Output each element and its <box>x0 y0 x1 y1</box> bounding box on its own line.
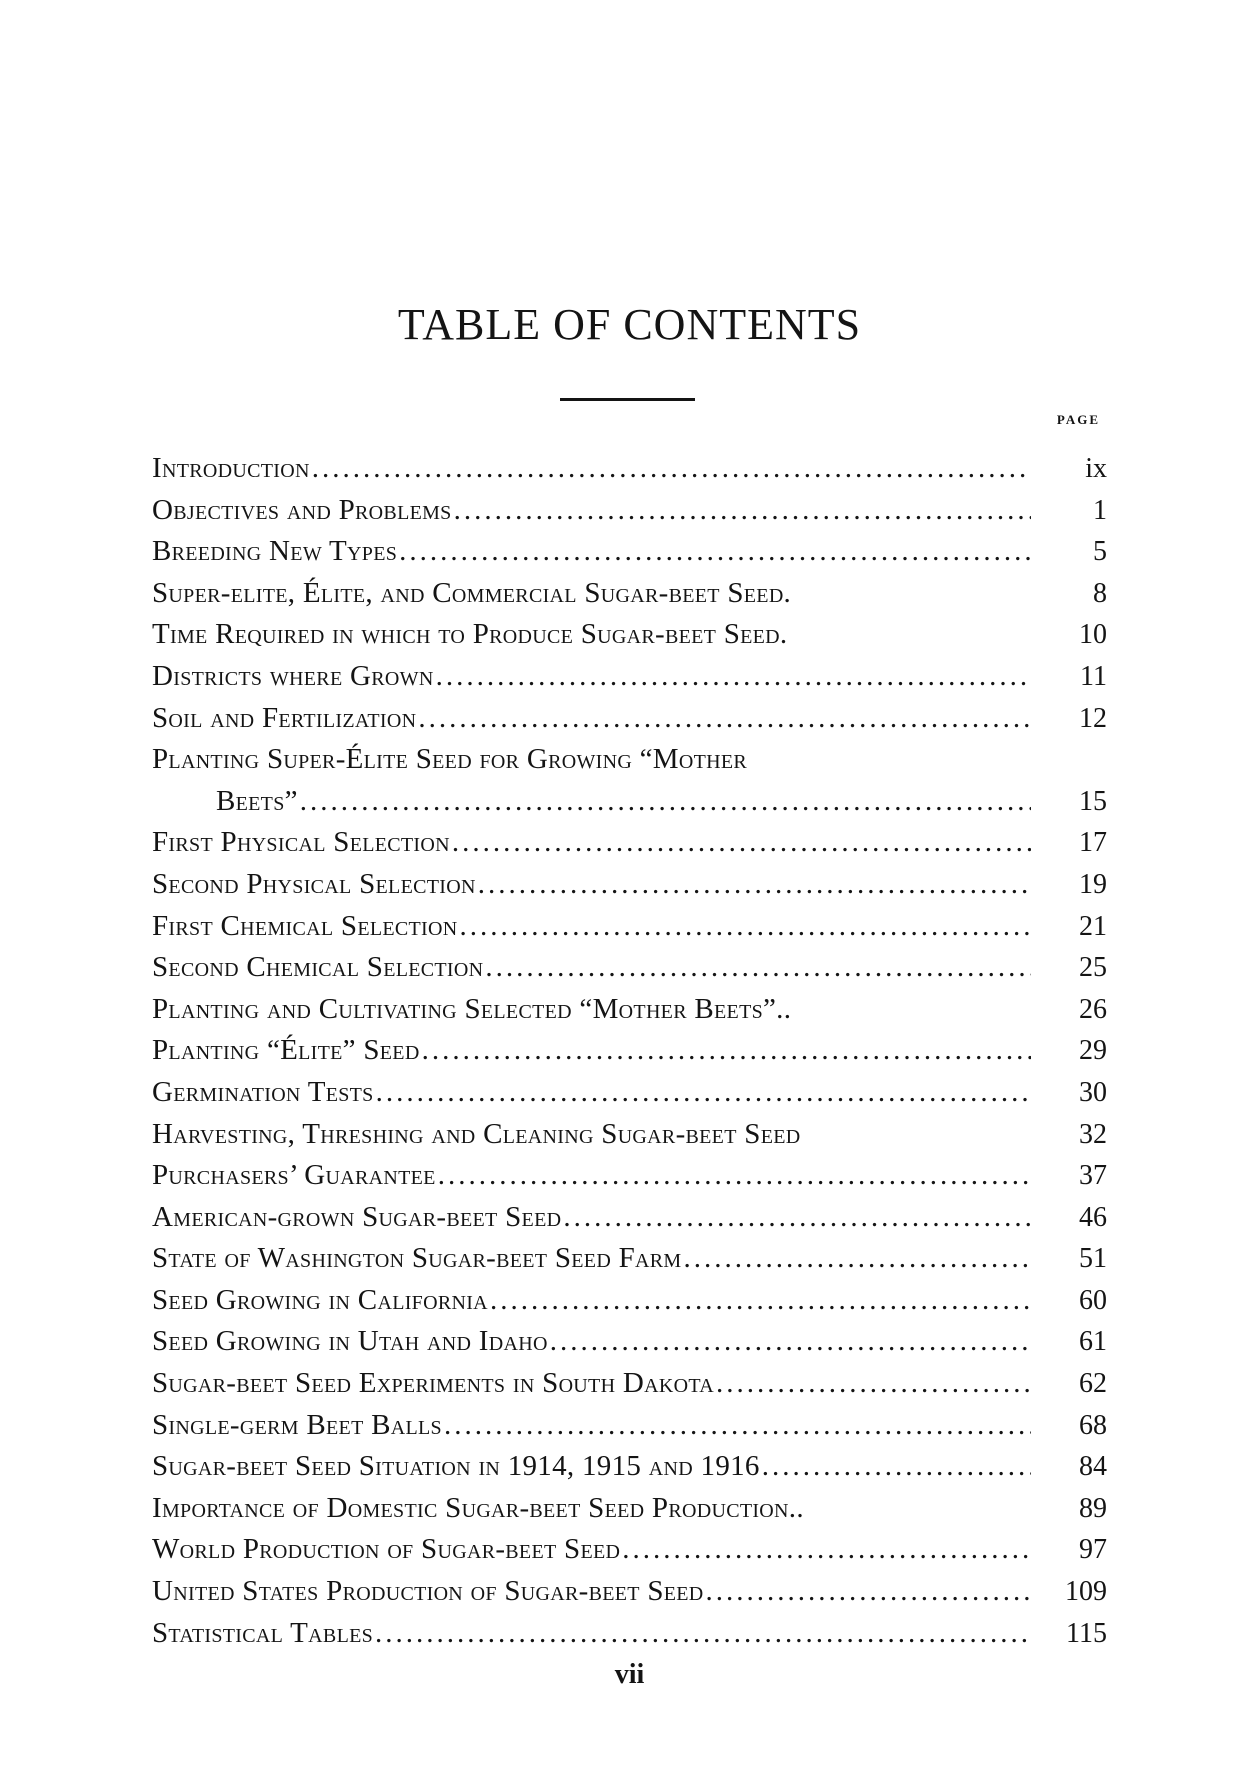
dot-leader <box>438 1155 1031 1197</box>
toc-entry <box>152 1405 1107 1447</box>
toc-entry <box>152 1446 1107 1488</box>
toc-entry-page: 11 <box>1080 660 1107 692</box>
toc-entry <box>152 989 1107 1031</box>
toc-entry <box>152 1321 1107 1363</box>
toc-entry-title: Harvesting, Threshing and Cleaning Sugar-beet Seed <box>152 1117 801 1150</box>
toc-entry <box>152 1197 1107 1239</box>
toc-entry <box>152 656 1107 698</box>
toc-entry-page: 115 <box>1066 1617 1107 1649</box>
toc-entry-title: Districts where Grown <box>152 659 434 692</box>
toc-entry <box>152 864 1107 906</box>
dot-leader <box>762 1446 1031 1488</box>
dot-leader <box>300 781 1031 823</box>
toc-entry-title: Purchasers’ Guarantee <box>152 1159 436 1192</box>
toc-entry-page: 62 <box>1079 1368 1107 1400</box>
toc-entry <box>152 1571 1107 1613</box>
toc-entry-page: 32 <box>1079 1118 1107 1150</box>
toc-entry-title: Objectives and Problems <box>152 493 452 526</box>
dot-leader <box>478 864 1031 906</box>
dot-leader <box>460 906 1032 948</box>
toc-entry <box>152 573 1107 615</box>
toc-entry <box>152 1529 1107 1571</box>
dot-leader <box>444 1405 1031 1447</box>
dot-leader <box>622 1529 1031 1571</box>
toc-entry-title: Importance of Domestic Sugar-beet Seed Production.. <box>152 1491 804 1524</box>
toc-entry <box>152 1030 1107 1072</box>
toc-entry <box>152 698 1107 740</box>
dot-leader <box>485 947 1031 989</box>
dot-leader <box>563 1197 1031 1239</box>
toc-entry-title: Statistical Tables <box>152 1616 374 1649</box>
toc-entry <box>152 739 1107 781</box>
toc-entry-page: 26 <box>1079 993 1107 1025</box>
toc-entry-title: Breeding New Types <box>152 535 398 568</box>
toc-entry-page: 12 <box>1079 702 1107 734</box>
toc-entry-title: Seed Growing in California <box>152 1283 488 1316</box>
dot-leader <box>436 656 1031 698</box>
toc-list <box>152 448 1107 1654</box>
toc-entry <box>152 1072 1107 1114</box>
dot-leader <box>454 490 1031 532</box>
page-folio: vii <box>614 1659 645 1690</box>
toc-entry-page: ix <box>1085 453 1107 484</box>
toc-entry-title: Second Chemical Selection <box>152 951 484 984</box>
toc-entry-page: 46 <box>1079 1201 1107 1233</box>
toc-entry-title: Beets” <box>216 784 298 817</box>
toc-entry <box>152 822 1107 864</box>
dot-leader <box>399 531 1031 573</box>
toc-entry-page: 8 <box>1093 577 1107 609</box>
toc-entry-page: 17 <box>1079 827 1107 859</box>
dot-leader <box>422 1030 1031 1072</box>
dot-leader <box>418 698 1031 740</box>
toc-entry-title: First Chemical Selection <box>152 909 458 942</box>
toc-entry-title: American-grown Sugar-beet Seed <box>152 1200 562 1233</box>
toc-entry <box>152 614 1107 656</box>
toc-entry-page: 84 <box>1079 1451 1107 1483</box>
toc-entry-title: Soil and Fertilization <box>152 701 417 734</box>
toc-entry-title: Planting and Cultivating Selected “Mother Beets”.. <box>152 992 792 1025</box>
toc-entry-title: Germination Tests <box>152 1075 374 1108</box>
toc-entry <box>152 531 1107 573</box>
toc-entry-title: Planting “Élite” Seed <box>152 1034 420 1067</box>
toc-entry-page: 21 <box>1079 910 1107 942</box>
toc-entry-page: 19 <box>1079 868 1107 900</box>
toc-entry-page: 61 <box>1079 1326 1107 1358</box>
toc-entry-page: 25 <box>1079 952 1107 984</box>
dot-leader <box>706 1571 1031 1613</box>
toc-entry <box>152 947 1107 989</box>
toc-entry-title: World Production of Sugar-beet Seed <box>152 1533 621 1566</box>
toc-entry-page: 1 <box>1093 494 1107 526</box>
toc-entry <box>152 448 1107 490</box>
toc-entry-title: Single-germ Beet Balls <box>152 1408 442 1441</box>
toc-entry-title: First Physical Selection <box>152 826 450 859</box>
toc-entry-title: Seed Growing in Utah and Idaho <box>152 1325 548 1358</box>
toc-entry-title: State of Washington Sugar-beet Seed Farm <box>152 1242 682 1275</box>
toc-entry-title: Super-elite, Élite, and Commercial Sugar-beet Seed. <box>152 576 792 609</box>
toc-entry <box>152 1280 1107 1322</box>
toc-entry-title: Time Required in which to Produce Sugar-beet Seed. <box>152 618 788 651</box>
toc-entry <box>152 1613 1107 1655</box>
dot-leader <box>312 448 1031 490</box>
toc-entry <box>152 490 1107 532</box>
toc-entry-page: 51 <box>1079 1243 1107 1275</box>
toc-entry-page: 97 <box>1079 1534 1107 1566</box>
toc-entry <box>152 1155 1107 1197</box>
dot-leader <box>490 1280 1031 1322</box>
dot-leader <box>550 1321 1031 1363</box>
dot-leader <box>684 1238 1031 1280</box>
dot-leader <box>375 1613 1031 1655</box>
toc-entry <box>152 906 1107 948</box>
title-rule <box>560 398 695 401</box>
toc-entry-page: 68 <box>1079 1409 1107 1441</box>
toc-entry <box>152 1114 1107 1156</box>
toc-entry-title: Second Physical Selection <box>152 867 476 900</box>
page-title: TABLE OF CONTENTS <box>397 300 862 349</box>
toc-entry-title: Introduction <box>152 452 310 484</box>
toc-entry-page: 29 <box>1079 1035 1107 1067</box>
toc-entry-page: 60 <box>1079 1284 1107 1316</box>
dot-leader <box>376 1072 1031 1114</box>
dot-leader <box>452 822 1031 864</box>
toc-entry <box>152 781 1107 823</box>
dot-leader <box>716 1363 1031 1405</box>
toc-entry-page: 15 <box>1079 785 1107 817</box>
toc-entry-page: 30 <box>1079 1076 1107 1108</box>
toc-entry-title: United States Production of Sugar-beet Seed <box>152 1575 704 1608</box>
toc-entry <box>152 1488 1107 1530</box>
toc-entry-page: 37 <box>1079 1160 1107 1192</box>
toc-entry <box>152 1238 1107 1280</box>
toc-entry-title: Sugar-beet Seed Experiments in South Dakota <box>152 1367 714 1400</box>
toc-entry-title: Planting Super-Élite Seed for Growing “Mother <box>152 743 748 776</box>
toc-entry-page: 89 <box>1079 1492 1107 1524</box>
toc-entry-page: 10 <box>1079 619 1107 651</box>
page-column-header: PAGE <box>1056 412 1100 427</box>
toc-entry <box>152 1363 1107 1405</box>
toc-entry-page: 109 <box>1065 1576 1107 1608</box>
toc-entry-page: 5 <box>1093 536 1107 568</box>
toc-entry-title: Sugar-beet Seed Situation in 1914, 1915 and 1916 <box>152 1450 760 1483</box>
